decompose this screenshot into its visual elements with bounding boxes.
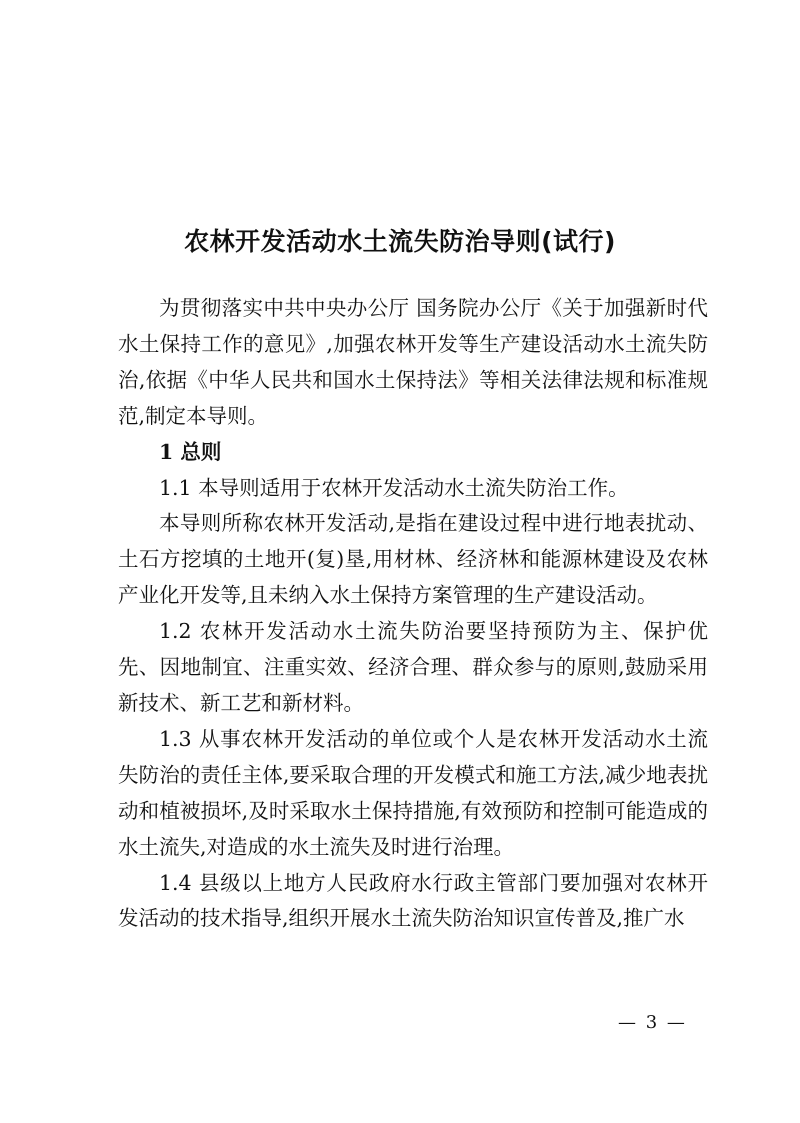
document-title: 农林开发活动水土流失防治导则(试行): [184, 227, 616, 256]
clause-1-1: 1.1 本导则适用于农林开发活动水土流失防治工作。: [159, 475, 629, 500]
page-number: — 3 —: [618, 1012, 687, 1033]
clause-1-4: 1.4 县级以上地方人民政府水行政主管部门要加强对农林开发活动的技术指导,组织开展水土流失防治知识宣传普及,推广水: [118, 870, 708, 931]
clause-1-1-definition: 本导则所称农林开发活动,是指在建设过程中进行地表扰动、土石方挖填的土地开(复)垦,用材林、经济林和能源林建设及农林产业化开发等,且未纳入水土保持方案管理的生产建设活动。: [118, 511, 708, 608]
clause-1-3: 1.3 从事农林开发活动的单位或个人是农林开发活动水土流失防治的责任主体,要采取合理的开发模式和施工方法,减少地表扰动和植被损坏,及时采取水土保持措施,有效预防和控制可能造成的水土流失,对造成的水土流失及时进行治理。: [118, 726, 708, 859]
section-heading-general: 1 总则: [159, 439, 222, 464]
clause-1-2: 1.2 农林开发活动水土流失防治要坚持预防为主、保护优先、因地制宜、注重实效、经济合理、群众参与的原则,鼓励采用新技术、新工艺和新材料。: [118, 619, 708, 715]
document-body: [118, 291, 708, 937]
intro-paragraph: 为贯彻落实中共中央办公厅 国务院办公厅《关于加强新时代水土保持工作的意见》,加强农林开发等生产建设活动水土流失防治,依据《中华人民共和国水土保持法》等相关法律法规和标准规范,制定本导则。: [118, 296, 708, 428]
